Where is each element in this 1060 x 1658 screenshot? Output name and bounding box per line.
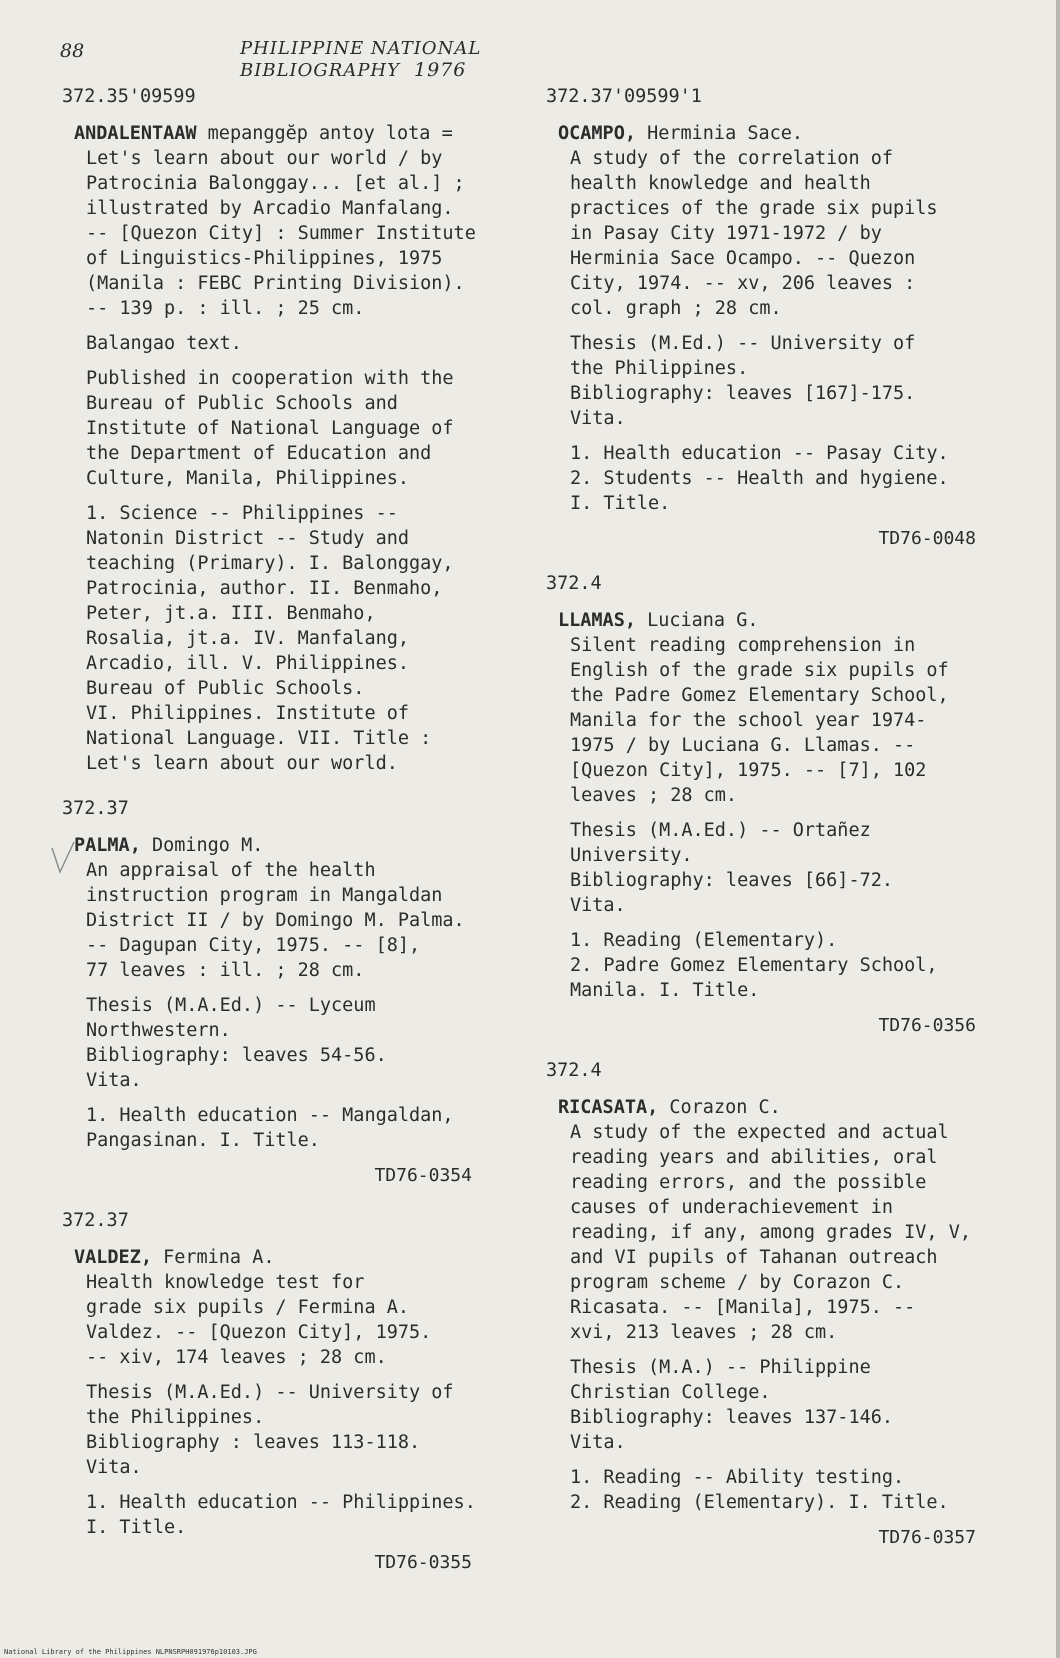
scan-credit: National Library of the Philippines NLPNSRPH091976p10103.JPG: [4, 1648, 257, 1656]
page-number: 88: [60, 40, 85, 62]
description-line: grade six pupils / Fermina A.: [86, 1297, 410, 1318]
entry-heading: OCAMPO,: [558, 123, 636, 144]
left-column: [62, 86, 512, 1597]
description-line: reading, if any, among grades IV, V,: [570, 1222, 971, 1243]
class-number: 372.4: [546, 1060, 602, 1081]
note-block: [74, 366, 512, 491]
note-line: Bibliography: leaves 54-56.: [86, 1045, 387, 1066]
tracing-line: 1. Reading -- Ability testing.: [570, 1467, 905, 1488]
page-edge: [1056, 0, 1060, 1658]
entry-record: [546, 1095, 1016, 1550]
tracing-line: Patrocinia, author. II. Benmaho,: [86, 578, 443, 599]
tracing-line: Peter, jt.a. III. Benmaho,: [86, 603, 376, 624]
subject-tracings: [74, 1103, 512, 1153]
description-line: 1975 / by Luciana G. Llamas. --: [570, 735, 916, 756]
class-number: 372.4: [546, 573, 602, 594]
entry-heading: VALDEZ,: [74, 1247, 152, 1268]
accession-code: TD76-0048: [878, 528, 976, 549]
description-line: Ricasata. -- [Manila], 1975. --: [570, 1297, 916, 1318]
description-line: [Quezon City], 1975. -- [7], 102: [570, 760, 927, 781]
description-line: instruction program in Mangaldan: [86, 885, 443, 906]
class-number: 372.37: [62, 798, 129, 819]
subject-tracings: [558, 441, 1016, 516]
entry-record: [62, 1245, 512, 1575]
description-line: -- Dagupan City, 1975. -- [8],: [86, 935, 421, 956]
catalog-entry: [62, 798, 512, 1188]
tracing-line: 2. Students -- Health and hygiene.: [570, 468, 949, 489]
class-number: 372.35'09599: [62, 86, 196, 107]
note-line: Thesis (M.A.Ed.) -- University of: [86, 1382, 454, 1403]
description-line: Silent reading comprehension in: [570, 635, 916, 656]
note-line: Vita.: [570, 408, 626, 429]
tracing-line: 1. Reading (Elementary).: [570, 930, 838, 951]
description-line: 77 leaves : ill. ; 28 cm.: [86, 960, 365, 981]
accession-code: TD76-0355: [374, 1552, 472, 1573]
tracing-line: 1. Health education -- Mangaldan,: [86, 1105, 454, 1126]
entry-heading-rest: Corazon C.: [658, 1097, 781, 1118]
subject-tracings: [558, 1465, 1016, 1515]
note-block: [558, 331, 1016, 431]
entry-heading-rest: Luciana G.: [635, 610, 759, 631]
note-line: Balangao text.: [86, 333, 242, 354]
description-line: [74, 1245, 512, 1270]
catalog-entry: [62, 1210, 512, 1575]
description-line: Valdez. -- [Quezon City], 1975.: [86, 1322, 432, 1343]
note-line: Published in cooperation with the: [86, 368, 454, 389]
catalog-entry: [546, 573, 1016, 1038]
right-column: [546, 86, 1016, 1572]
note-line: Thesis (M.Ed.) -- University of: [570, 333, 916, 354]
note-block: [558, 1355, 1016, 1455]
catalog-entry: [546, 1060, 1016, 1550]
entry-record: [62, 833, 512, 1188]
tracing-line: 1. Science -- Philippines --: [86, 503, 398, 524]
note-block: [558, 818, 1016, 918]
description-line: of Linguistics-Philippines, 1975: [86, 248, 443, 269]
entry-record: [546, 121, 1016, 551]
entry-heading: LLAMAS,: [558, 610, 636, 631]
tracing-line: Rosalia, jt.a. IV. Manfalang,: [86, 628, 410, 649]
class-number: 372.37'09599'1: [546, 86, 702, 107]
tracing-line: Arcadio, ill. V. Philippines.: [86, 653, 410, 674]
subject-tracings: [74, 1490, 512, 1540]
entry-heading: RICASATA,: [558, 1097, 659, 1118]
description-line: [558, 121, 1016, 146]
note-line: Bibliography: leaves 137-146.: [570, 1407, 894, 1428]
note-line: the Philippines.: [86, 1407, 265, 1428]
tracing-line: 1. Health education -- Philippines.: [86, 1492, 476, 1513]
description-line: [558, 608, 1016, 633]
note-line: Bibliography: leaves [167]-175.: [570, 383, 916, 404]
note-line: University.: [570, 845, 693, 866]
subject-tracings: [558, 928, 1016, 1003]
class-number: 372.37: [62, 1210, 129, 1231]
description-line: the Padre Gomez Elementary School,: [570, 685, 949, 706]
tracing-line: I. Title.: [570, 493, 671, 514]
note-line: Thesis (M.A.) -- Philippine: [570, 1357, 871, 1378]
note-line: Bibliography: leaves [66]-72.: [570, 870, 894, 891]
subject-tracings: [74, 501, 512, 776]
note-line: Northwestern.: [86, 1020, 231, 1041]
description-line: leaves ; 28 cm.: [570, 785, 738, 806]
note-line: Bureau of Public Schools and: [86, 393, 398, 414]
description-line: Health knowledge test for: [86, 1272, 365, 1293]
entry-heading-rest: Domingo M.: [140, 835, 264, 856]
description-line: xvi, 213 leaves ; 28 cm.: [570, 1322, 838, 1343]
description-line: English of the grade six pupils of: [570, 660, 949, 681]
tracing-line: National Language. VII. Title :: [86, 728, 432, 749]
running-title: [240, 38, 700, 81]
description-line: causes of underachievement in: [570, 1197, 894, 1218]
running-year: 1976: [414, 59, 467, 81]
description-line: practices of the grade six pupils: [570, 198, 938, 219]
tracing-line: Natonin District -- Study and: [86, 528, 410, 549]
tracing-line: Bureau of Public Schools.: [86, 678, 365, 699]
accession-code: TD76-0354: [374, 1165, 472, 1186]
accession-code: TD76-0356: [878, 1015, 976, 1036]
entry-heading: PALMA,: [74, 835, 141, 856]
description-line: Let's learn about our world / by: [86, 148, 443, 169]
description-line: A study of the expected and actual: [570, 1122, 949, 1143]
tracing-line: 2. Reading (Elementary). I. Title.: [570, 1492, 949, 1513]
tracing-line: I. Title.: [86, 1517, 187, 1538]
description-line: -- xiv, 174 leaves ; 28 cm.: [86, 1347, 387, 1368]
tracing-line: VI. Philippines. Institute of: [86, 703, 410, 724]
tracing-line: teaching (Primary). I. Balonggay,: [86, 553, 454, 574]
description-line: in Pasay City 1971-1972 / by: [570, 223, 882, 244]
description-line: District II / by Domingo M. Palma.: [86, 910, 465, 931]
note-block: [74, 993, 512, 1093]
description-line: -- [Quezon City] : Summer Institute: [86, 223, 476, 244]
note-line: Bibliography : leaves 113-118.: [86, 1432, 421, 1453]
tracing-line: Manila. I. Title.: [570, 980, 760, 1001]
description-line: An appraisal of the health: [86, 860, 376, 881]
entry-heading-rest: mepanggĕp antoy lota =: [196, 123, 453, 144]
note-block: [74, 331, 512, 356]
entry-record: [62, 121, 512, 776]
bibliographic-description: [558, 1095, 1016, 1345]
description-line: health knowledge and health: [570, 173, 871, 194]
bibliographic-description: [74, 121, 512, 321]
description-line: reading errors, and the possible: [570, 1172, 927, 1193]
description-line: -- 139 p. : ill. ; 25 cm.: [86, 298, 365, 319]
description-line: [74, 833, 512, 858]
tracing-line: 2. Padre Gomez Elementary School,: [570, 955, 938, 976]
tracing-line: Pangasinan. I. Title.: [86, 1130, 320, 1151]
description-line: [74, 121, 512, 146]
entry-heading-rest: Fermina A.: [151, 1247, 275, 1268]
description-line: (Manila : FEBC Printing Division).: [86, 273, 465, 294]
description-line: Patrocinia Balonggay... [et al.] ;: [86, 173, 465, 194]
entry-record: [546, 608, 1016, 1038]
note-line: Vita.: [570, 895, 626, 916]
description-line: col. graph ; 28 cm.: [570, 298, 782, 319]
note-line: Thesis (M.A.Ed.) -- Ortañez: [570, 820, 871, 841]
bibliographic-description: [558, 121, 1016, 321]
entry-heading-rest: Herminia Sace.: [635, 123, 804, 144]
catalog-entry: [62, 86, 512, 776]
description-line: illustrated by Arcadio Manfalang.: [86, 198, 454, 219]
bibliographic-description: [558, 608, 1016, 808]
description-line: and VI pupils of Tahanan outreach: [570, 1247, 938, 1268]
description-line: A study of the correlation of: [570, 148, 894, 169]
note-line: Culture, Manila, Philippines.: [86, 468, 410, 489]
bibliographic-description: [74, 833, 512, 983]
note-line: Christian College.: [570, 1382, 771, 1403]
note-line: Vita.: [570, 1432, 626, 1453]
accession-code: TD76-0357: [878, 1527, 976, 1548]
description-line: reading years and abilities, oral: [570, 1147, 938, 1168]
note-line: the Department of Education and: [86, 443, 432, 464]
page-header: [60, 34, 700, 81]
note-line: Thesis (M.A.Ed.) -- Lyceum: [86, 995, 376, 1016]
note-line: the Philippines.: [570, 358, 749, 379]
running-title-text: PHILIPPINE NATIONAL BIBLIOGRAPHY: [240, 38, 482, 81]
description-line: [558, 1095, 1016, 1120]
note-line: Institute of National Language of: [86, 418, 454, 439]
tracing-line: Let's learn about our world.: [86, 753, 398, 774]
note-line: Vita.: [86, 1070, 142, 1091]
description-line: City, 1974. -- xv, 206 leaves :: [570, 273, 916, 294]
entry-heading: ANDALENTAAW: [74, 123, 197, 144]
note-line: Vita.: [86, 1457, 142, 1478]
bibliographic-description: [74, 1245, 512, 1370]
tracing-line: 1. Health education -- Pasay City.: [570, 443, 949, 464]
description-line: program scheme / by Corazon C.: [570, 1272, 905, 1293]
description-line: Manila for the school year 1974-: [570, 710, 927, 731]
note-block: [74, 1380, 512, 1480]
description-line: Herminia Sace Ocampo. -- Quezon: [570, 248, 916, 269]
catalog-entry: [546, 86, 1016, 551]
